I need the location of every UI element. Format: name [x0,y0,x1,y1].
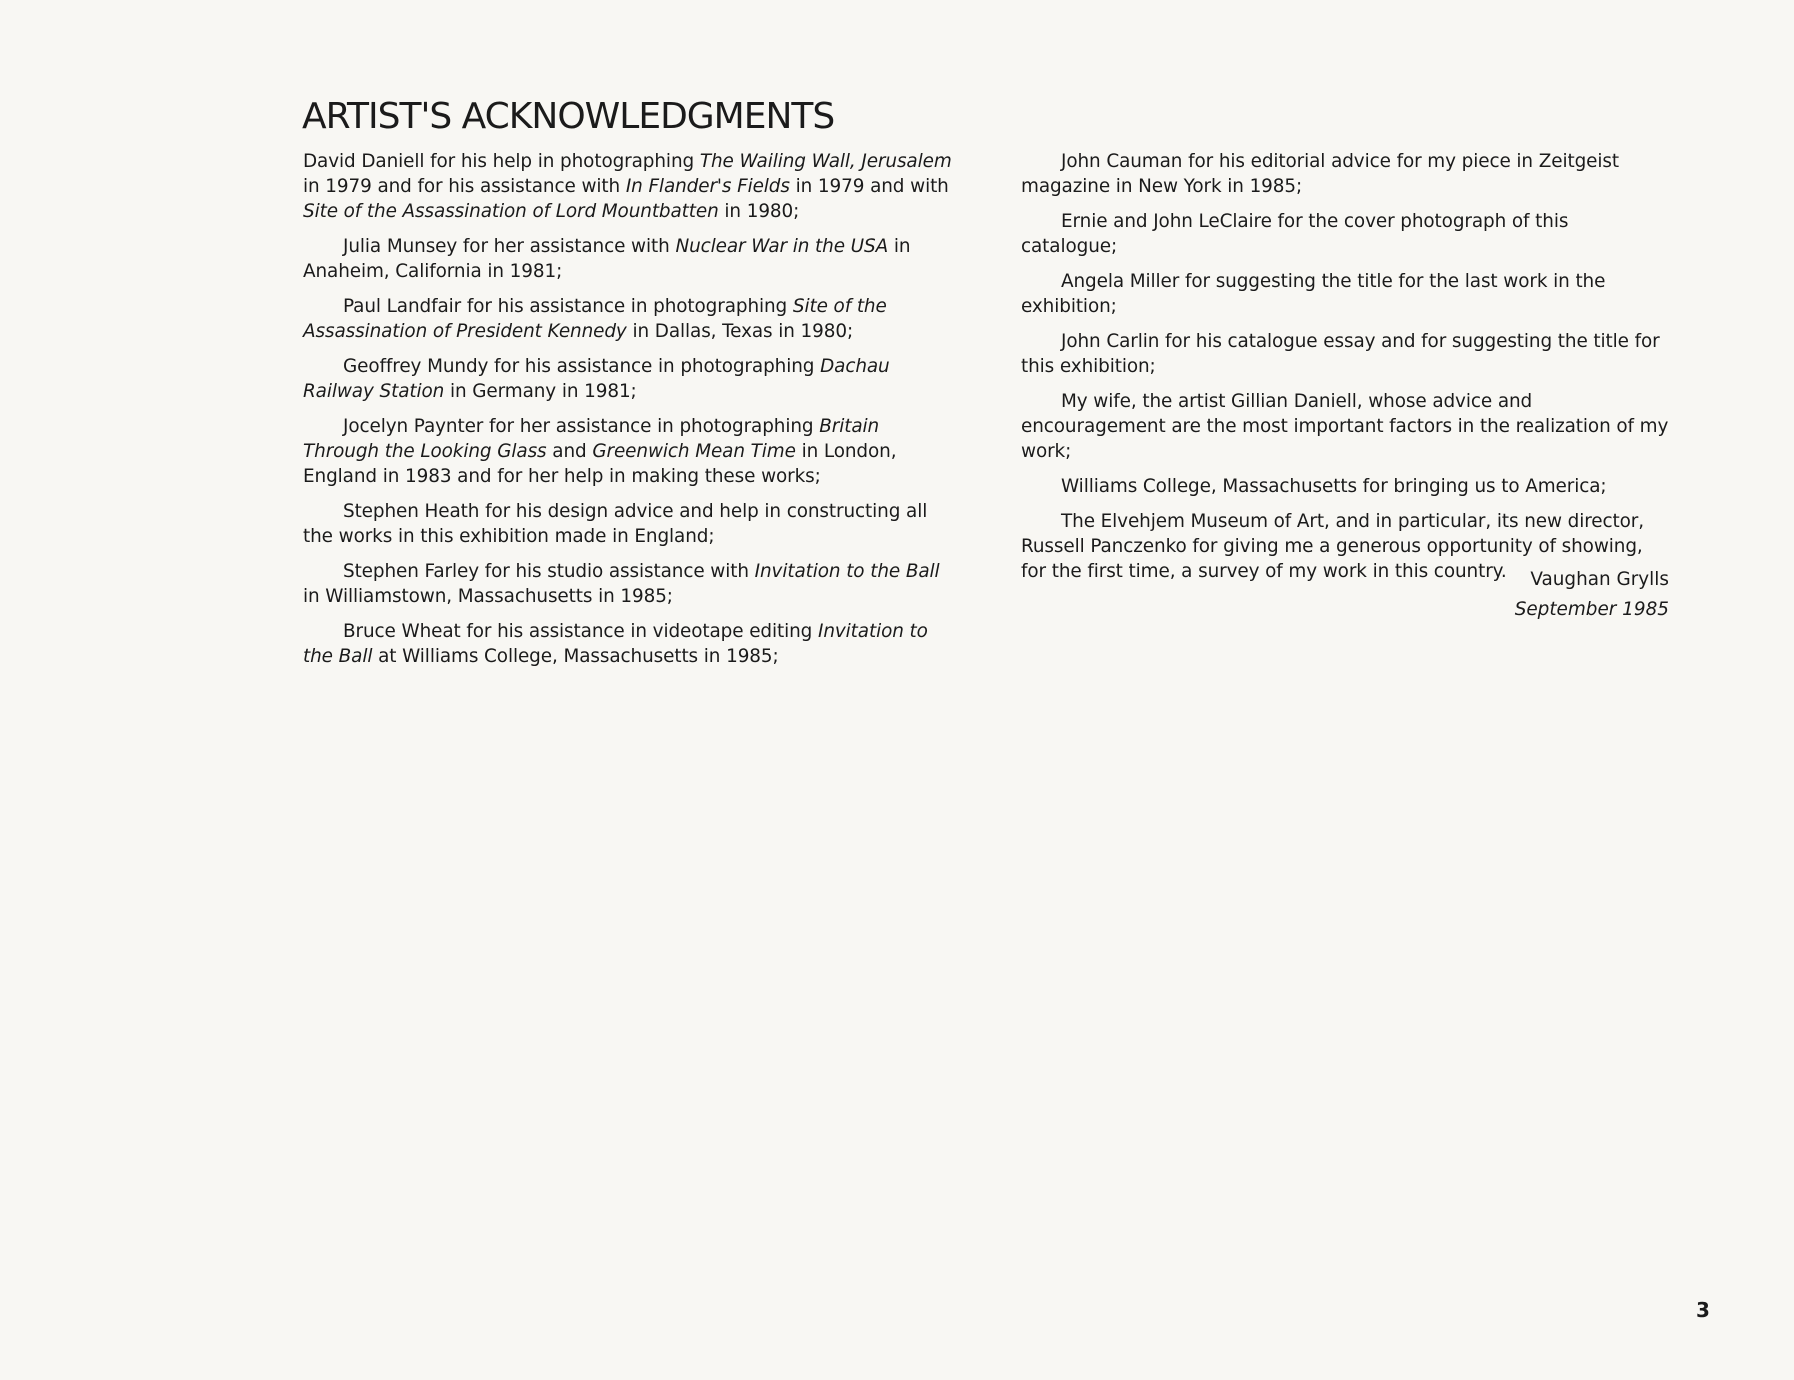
paragraph-text: Bruce Wheat for his assistance in videotape editing [343,621,818,642]
acknowledgment-paragraph [1021,389,1669,464]
paragraph-text: in Anaheim, California in 1981; [303,236,911,282]
acknowledgment-paragraph [303,294,959,344]
signature-date: September 1985 [1514,599,1669,620]
acknowledgment-paragraph [303,499,959,549]
paragraph-text: Angela Miller for suggesting the title for the last work in the exhibition; [1021,271,1606,317]
paragraph-text: in 1980; [718,201,800,222]
paragraph-text: in London, England in 1983 and for her help in making these works; [303,441,897,487]
paragraph-text: in Williamstown, Massachusetts in 1985; [303,586,673,607]
paragraph-text: in 1979 and for his assistance with [303,176,626,197]
paragraph-text: at Williams College, Massachusetts in 1985; [372,646,779,667]
acknowledgment-paragraph [1021,149,1669,199]
page-title: ARTIST'S ACKNOWLEDGMENTS [302,96,835,137]
acknowledgment-paragraph [303,149,959,224]
right-column [1021,149,1669,594]
work-title: Britain Through the Looking Glass [303,416,880,462]
paragraph-text: Stephen Heath for his design advice and help in constructing all the works in this exhibition made in England; [303,501,928,547]
paragraph-text: Jocelyn Paynter for her assistance in photographing [343,416,820,437]
paragraph-text: in Dallas, Texas in 1980; [626,321,854,342]
paragraph-text: in Germany in 1981; [444,381,637,402]
paragraph-text: Julia Munsey for her assistance with [343,236,676,257]
paragraph-text: My wife, the artist Gillian Daniell, whose advice and encouragement are the most important factors in the realization of my work; [1021,391,1669,462]
paragraph-text: Paul Landfair for his assistance in photographing [343,296,793,317]
left-column [303,149,959,679]
paragraph-text: and [546,441,593,462]
acknowledgment-paragraph [303,354,959,404]
signature-block [1380,565,1669,625]
work-title: Site of the Assassination of President Kennedy [303,296,887,342]
paragraph-text: Williams College, Massachusetts for bringing us to America; [1061,476,1607,497]
paragraph-text: in 1979 and with [789,176,949,197]
work-title: Nuclear War in the USA [675,236,889,257]
work-title: The Wailing Wall, Jerusalem [699,151,952,172]
paragraph-text: Ernie and John LeClaire for the cover photograph of this catalogue; [1021,211,1569,257]
work-title: In Flander's Fields [625,176,790,197]
acknowledgment-paragraph [1021,209,1669,259]
work-title: Site of the Assassination of Lord Mountbatten [303,201,719,222]
work-title: Greenwich Mean Time [592,441,796,462]
paragraph-text: John Cauman for his editorial advice for my piece in Zeitgeist magazine in New York in 1985; [1021,151,1619,197]
paragraph-text: Stephen Farley for his studio assistance with [343,561,755,582]
paragraph-text: The Elvehjem Museum of Art, and in particular, its new director, Russell Panczenko for giving me a generous opportunity of showing, for the first time, a survey of my work in this country. [1021,511,1644,582]
acknowledgment-paragraph [1021,474,1669,499]
work-title: Dachau Railway Station [303,356,890,402]
acknowledgment-paragraph [303,234,959,284]
page-number: 3 [1696,1298,1710,1322]
acknowledgment-paragraph [303,414,959,489]
acknowledgment-paragraph [303,619,959,669]
paragraph-text: Geoffrey Mundy for his assistance in photographing [343,356,821,377]
work-title: Invitation to the Ball [303,621,928,667]
paragraph-text: David Daniell for his help in photographing [303,151,700,172]
acknowledgment-paragraph [1021,329,1669,379]
acknowledgment-paragraph [303,559,959,609]
signature-name: Vaughan Grylls [1530,569,1669,590]
work-title: Invitation to the Ball [754,561,940,582]
acknowledgment-paragraph [1021,269,1669,319]
paragraph-text: John Carlin for his catalogue essay and for suggesting the title for this exhibition; [1021,331,1660,377]
